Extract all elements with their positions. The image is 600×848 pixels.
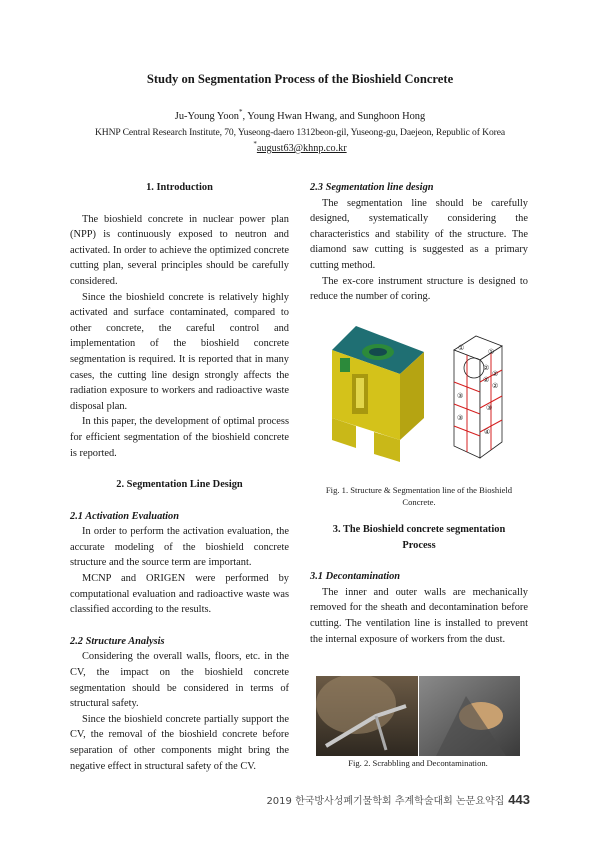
segment-label: ② (492, 382, 499, 390)
decontamination-heading: 3.1 Decontamination (310, 571, 401, 583)
author-list (0, 108, 600, 122)
bioshield-structure-image (326, 322, 516, 472)
decontamination-paragraph: The inner and outer walls are mechanically removed for the sheath and decontamination before cutting. The ventilation line is installed to prevent the internal exposure of workers from the dust. (310, 586, 528, 645)
segment-label: ② (492, 370, 499, 378)
activation-paragraph-2: MCNP and ORIGEN were performed by computational evaluation and radioactive waste was classified according to the results. (70, 573, 289, 616)
page-footer (266, 792, 530, 807)
right-column-bottom (310, 522, 528, 647)
corresponding-mark: * (239, 108, 243, 116)
page-number: 443 (508, 792, 530, 807)
segmentation-line-design-heading: 2. Segmentation Line Design (116, 479, 243, 491)
segment-label: ③ (486, 404, 493, 412)
left-column (70, 180, 289, 774)
process-heading-line-1: 3. The Bioshield concrete segmentation (332, 524, 506, 535)
figure-1 (326, 322, 516, 472)
intro-paragraph-2: Since the bioshield concrete is relatively highly activated and surface contaminated, compared to other concrete, the careful control and implementation of the bioshield concrete segmentation is required. It is reported that in many cases, the cutting line design strongly affects the radiation exposure to workers and radioactive waste disposal plan. (70, 291, 289, 412)
affiliation: KHNP Central Research Institute, 70, Yuseong-daero 1312beon-gil, Yuseong-gu, Daejeon, Republic of Korea (94, 127, 506, 138)
conference-name: 2019 한국방사성폐기물학회 추계학술대회 논문요약집 (266, 796, 505, 807)
structure-analysis-heading: 2.2 Structure Analysis (70, 635, 165, 647)
first-author: Ju-Young Yoon (174, 111, 239, 122)
activation-paragraph-1: In order to perform the activation evaluation, the accurate modeling of the bioshield concrete structure and the source term are important. (70, 526, 289, 569)
segment-label: ② (483, 376, 490, 384)
segmentation-line-design-subheading: 2.3 Segmentation line design (310, 182, 434, 193)
segment-label: ② (483, 364, 490, 372)
design-paragraph-2: The ex-core instrument structure is designed to reduce the number of coring. (310, 275, 528, 303)
intro-paragraph-1: The bioshield concrete in nuclear power plan (NPP) is continuously exposed to neutron and activated. In order to achieve the optimized concrete cutting plan, several principles should be carefully considered. (70, 213, 289, 287)
scrabbling-photo (316, 676, 520, 756)
co-authors: , Young Hwan Hwang, and Sunghoon Hong (242, 111, 426, 122)
figure-2-caption: Fig. 2. Scrabbling and Decontamination. (348, 758, 488, 768)
right-column-top (310, 180, 528, 305)
activation-evaluation-heading: 2.1 Activation Evaluation (70, 510, 180, 522)
structure-paragraph-1: Considering the overall walls, floors, etc. in the CV, the impact on the bioshield concrete segmentation should be considered in terms of structural safety. (70, 651, 289, 710)
introduction-heading: 1. Introduction (146, 182, 213, 193)
structure-paragraph-2: Since the bioshield concrete partially support the CV, the removal of the bioshield concrete before separation of other components might bring the negative effect in structural safety of the CV. (70, 713, 289, 772)
figure-1-caption: Fig. 1. Structure & Segmentation line of the Bioshield Concrete. (325, 485, 513, 507)
process-heading-line-2: Process (402, 539, 436, 551)
segment-label: ① (488, 348, 495, 356)
figure-2 (316, 676, 520, 756)
segment-label: ③ (457, 414, 464, 422)
contact-email-line (0, 140, 600, 154)
segment-label: ③ (457, 392, 464, 400)
segment-label: ④ (484, 428, 491, 436)
segment-label: ① (458, 344, 465, 352)
paper-title: Study on Segmentation Process of the Bioshield Concrete (146, 72, 454, 86)
design-paragraph-1: The segmentation line should be carefully designed, systematically considering the characteristics and stability of the structure. The diamond saw cutting is suggested as a primary cutting method. (310, 197, 528, 271)
email-link[interactable]: august63@khnp.co.kr (256, 143, 347, 154)
intro-paragraph-3: In this paper, the development of optimal process for efficient segmentation of the bioshield concrete is reported. (70, 416, 289, 459)
email-mark: * (253, 140, 257, 148)
